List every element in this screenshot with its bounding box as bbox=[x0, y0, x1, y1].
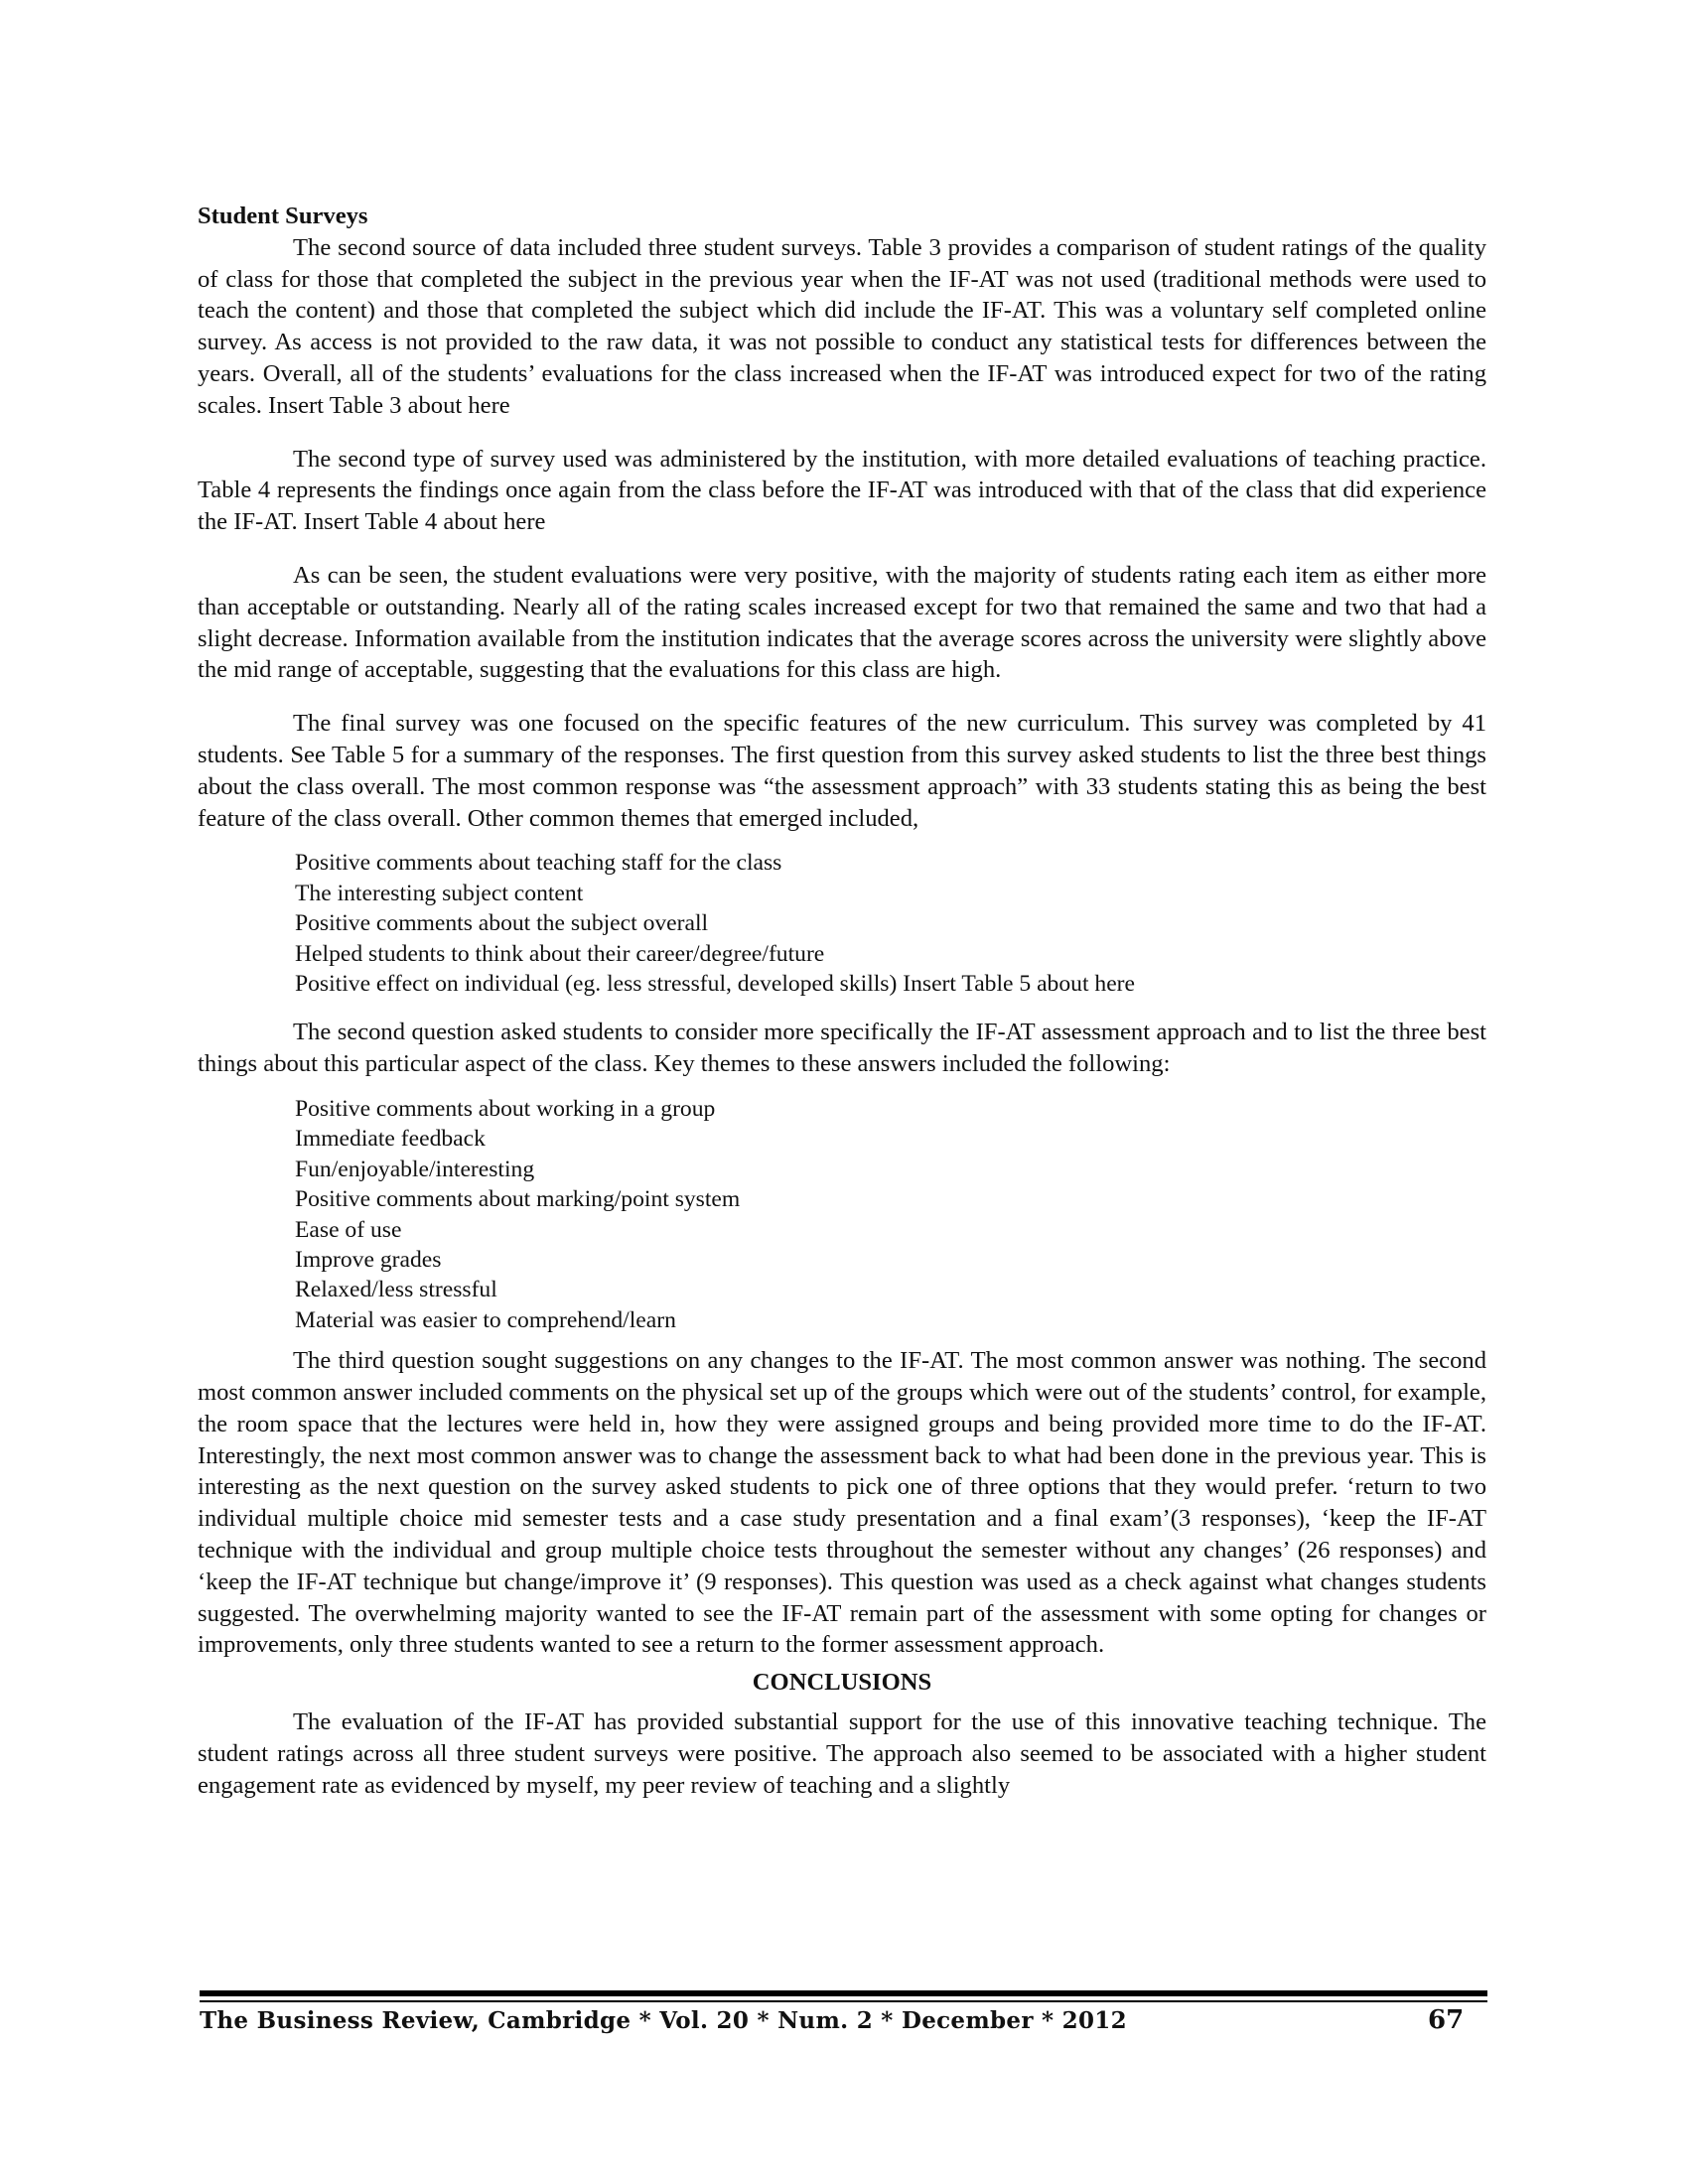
section-heading-student-surveys: Student Surveys bbox=[198, 203, 368, 229]
list-item: Helped students to think about their career/degree/future bbox=[295, 940, 825, 967]
footer-rule-thick bbox=[200, 1990, 1487, 1996]
themes-overall-list bbox=[198, 848, 1486, 999]
paragraph-evaluations: As can be seen, the student evaluations were very positive, with the majority of students rating each item as either more than acceptable or outstanding. Nearly all of the rating scales increased except for two that remained the same and two that had a slight decrease. Information available from the institution indicates that the average scores across the university were slightly above the mid range of acceptable, suggesting that the evaluations for this class are high. bbox=[198, 561, 1486, 684]
paragraph-surveys-intro: The second source of data included three student surveys. Table 3 provides a comparison of student ratings of the quality of class for those that completed the subject in the previous year when the IF-AT was not used (traditional methods were used to teach the content) and those that completed the subject which did include the IF-AT. This was a voluntary self completed online survey. As access is not provided to the raw data, it was not possible to conduct any statistical tests for differences between the years. Overall, all of the students’ evaluations for the class increased when the IF-AT was introduced expect for two of the rating scales. Insert Table 3 about here bbox=[198, 233, 1486, 419]
paragraph-final-survey: The final survey was one focused on the specific features of the new curriculum. This survey was completed by 41 students. See Table 5 for a summary of the responses. The first question from this survey asked students to list the three best things about the class overall. The most common response was “the assessment approach” with 33 students stating this as being the best feature of the class overall. Other common themes that emerged included, bbox=[198, 710, 1486, 832]
list-item: The interesting subject content bbox=[295, 880, 584, 906]
list-item: Positive comments about marking/point system bbox=[295, 1186, 741, 1213]
list-item: Ease of use bbox=[295, 1216, 402, 1243]
list-item: Material was easier to comprehend/learn bbox=[295, 1306, 676, 1333]
themes-ifat-list bbox=[198, 1094, 1486, 1335]
paragraph-second-survey: The second type of survey used was administered by the institution, with more detailed evaluations of teaching practice. Table 4 represents the findings once again from the class before the IF-AT was introduced with that of the class that did experience the IF-AT. Insert Table 4 about here bbox=[198, 445, 1486, 536]
page-body bbox=[198, 201, 1486, 1801]
footer-journal-citation: The Business Review, Cambridge * Vol. 20 * Num. 2 * December * 2012 bbox=[200, 2007, 1127, 2034]
list-item: Positive comments about the subject overall bbox=[295, 910, 709, 937]
list-item: Improve grades bbox=[295, 1247, 442, 1273]
list-item: Positive comments about teaching staff for the class bbox=[295, 850, 782, 877]
list-item: Relaxed/less stressful bbox=[295, 1277, 497, 1303]
footer-page-number: 67 bbox=[1428, 2005, 1465, 2035]
list-item: Fun/enjoyable/interesting bbox=[295, 1156, 535, 1182]
list-item: Positive effect on individual (eg. less stressful, developed skills) Insert Table 5 about here bbox=[295, 970, 1135, 997]
section-heading-conclusions: CONCLUSIONS bbox=[752, 1669, 932, 1697]
list-item: Positive comments about working in a group bbox=[295, 1095, 716, 1122]
paragraph-question-three: The third question sought suggestions on any changes to the IF-AT. The most common answer was nothing. The second most common answer included comments on the physical set up of the groups which were out of the students’ control, for example, the room space that the lectures were held in, how they were assigned groups and being provided more time to do the IF-AT. Interestingly, the next most common answer was to change the assessment back to what had been done in the previous year. This is interesting as the next question on the survey asked students to pick one of three options that they would prefer. ‘return to two individual multiple choice mid semester tests and a case study presentation and a final exam’(3 responses), ‘keep the IF-AT technique with the individual and group multiple choice tests throughout the semester without any changes’ (26 responses) and ‘keep the IF-AT technique but change/improve it’ (9 responses). This question was used as a check against what changes students suggested. The overwhelming majority wanted to see the IF-AT remain part of the assessment with some opting for changes or improvements, only three students wanted to see a return to the former assessment approach. bbox=[198, 1347, 1486, 1659]
paragraph-conclusions: The evaluation of the IF-AT has provided substantial support for the use of this innovative teaching technique. The student ratings across all three student surveys were positive. The approach also seemed to be associated with a higher student engagement rate as evidenced by myself, my peer review of teaching and a slightly bbox=[198, 1707, 1486, 1799]
paragraph-question-two: The second question asked students to consider more specifically the IF-AT assessment approach and to list the three best things about this particular aspect of the class. Key themes to these answers included the following: bbox=[198, 1019, 1486, 1078]
list-item: Immediate feedback bbox=[295, 1126, 486, 1153]
footer-rule-thin bbox=[200, 2000, 1487, 2002]
